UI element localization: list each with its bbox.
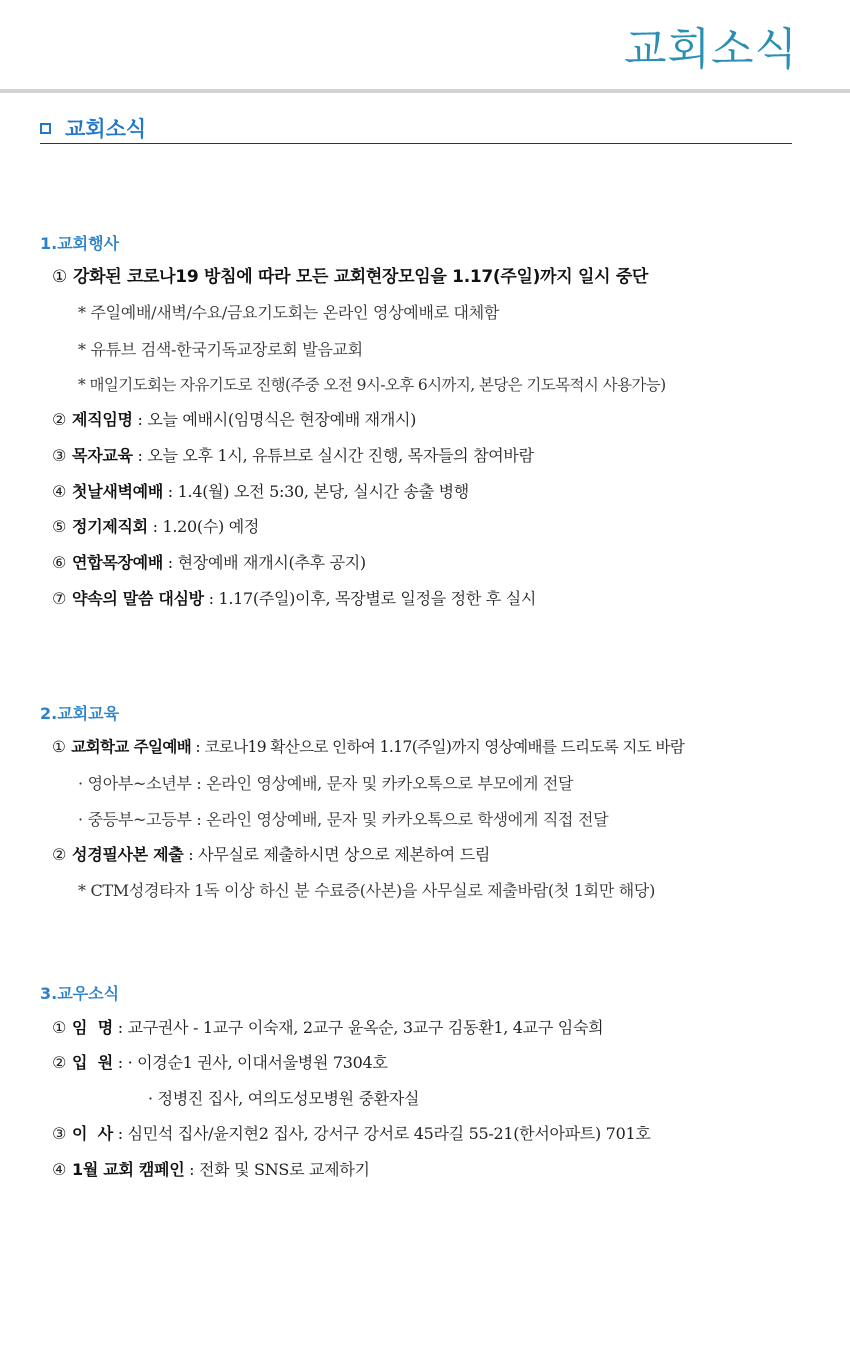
item-label: 약속의 말씀 대심방 — [72, 589, 204, 608]
item-label: 정기제직회 — [72, 517, 148, 536]
item-label: 1월 교회 캠페인 — [72, 1160, 185, 1179]
list-item — [52, 553, 366, 573]
list-item — [52, 482, 469, 502]
list-item — [52, 737, 684, 757]
item-number: ② — [52, 1053, 67, 1072]
item-text: : 코로나19 확산으로 인하여 1.17(주일)까지 영상예배를 드리도록 지도 바람 — [191, 738, 685, 756]
page-title — [40, 113, 146, 143]
item-number: ① — [52, 738, 66, 756]
item-text: * 매일기도회는 자유기도로 진행(주중 오전 9시-오후 6시까지, 본당은 기도목적시 사용가능) — [78, 376, 666, 394]
item-label: 목자교육 — [72, 446, 133, 465]
list-item — [52, 1124, 650, 1144]
item-text: : 심민석 집사/윤지현2 집사, 강서구 강서로 45라길 55-21(한서아파트) 701호 — [112, 1124, 651, 1143]
list-item — [52, 517, 259, 537]
item-text: : 사무실로 제출하시면 상으로 제본하여 드림 — [183, 845, 491, 864]
list-item — [52, 1160, 370, 1180]
item-number: ④ — [52, 482, 67, 501]
item-label: 첫날새벽예배 — [72, 482, 163, 501]
item-text: : · 이경순1 권사, 이대서울병원 7304호 — [112, 1053, 388, 1072]
item-text: * CTM성경타자 1독 이상 하신 분 수료증(사본)을 사무실로 제출바람(첫 1회만 해당) — [78, 881, 656, 900]
list-item — [52, 1018, 603, 1038]
item-label: 연합목장예배 — [72, 553, 163, 572]
item-text: : 1.17(주일)이후, 목장별로 일정을 정한 후 실시 — [203, 589, 537, 608]
item-number: ④ — [52, 1160, 67, 1179]
list-item — [78, 340, 363, 360]
item-text: · 중등부~고등부 : 온라인 영상예배, 문자 및 카카오톡으로 학생에게 직접 전달 — [78, 810, 609, 829]
item-text: * 유튜브 검색-한국기독교장로회 발음교회 — [78, 340, 363, 359]
item-label: 임 명 — [72, 1018, 113, 1037]
list-item — [78, 303, 499, 323]
item-text: : 교구권사 - 1교구 이숙재, 2교구 윤옥순, 3교구 김동환1, 4교구 임숙희 — [112, 1018, 604, 1037]
section-heading-events: 1.교회행사 — [40, 234, 120, 253]
item-number: ⑥ — [52, 553, 67, 572]
item-label: 입 원 — [72, 1053, 113, 1072]
section-heading-members: 3.교우소식 — [40, 984, 120, 1003]
item-label: 이 사 — [72, 1124, 113, 1143]
list-item — [52, 1053, 388, 1073]
item-label: 성경필사본 제출 — [72, 845, 184, 864]
title-divider — [40, 143, 792, 144]
item-number: ③ — [52, 1124, 67, 1143]
item-text: : 현장예배 재개시(추후 공지) — [162, 553, 366, 572]
item-number: ① — [52, 267, 67, 287]
item-number: ① — [52, 1018, 67, 1037]
list-item — [78, 810, 608, 830]
item-number: ② — [52, 410, 67, 429]
list-item — [78, 375, 666, 395]
item-text: · 영아부~소년부 : 온라인 영상예배, 문자 및 카카오톡으로 부모에게 전달 — [78, 774, 574, 793]
item-text: * 주일예배/새벽/수요/금요기도회는 온라인 영상예배로 대체함 — [78, 303, 500, 322]
section-heading-education: 2.교회교육 — [40, 704, 120, 723]
list-item — [148, 1089, 419, 1109]
item-label: 제직임명 — [72, 410, 133, 429]
list-item — [52, 410, 416, 430]
item-label: 교회학교 주일예배 — [71, 738, 192, 756]
item-number: ⑦ — [52, 589, 67, 608]
list-item — [52, 267, 648, 287]
list-item — [78, 774, 573, 794]
list-item — [52, 845, 490, 865]
item-number: ⑤ — [52, 517, 67, 536]
list-item — [78, 881, 655, 901]
item-text: : 전화 및 SNS로 교제하기 — [184, 1160, 370, 1179]
item-text: : 1.4(월) 오전 5:30, 본당, 실시간 송출 병행 — [162, 482, 469, 501]
item-text: : 1.20(수) 예정 — [147, 517, 260, 536]
item-text: : 오늘 오후 1시, 유튜브로 실시간 진행, 목자들의 참여바람 — [132, 446, 534, 465]
item-text: : 오늘 예배시(임명식은 현장예배 재개시) — [132, 410, 417, 429]
page-banner: 교회소식 — [623, 24, 798, 75]
list-item — [52, 589, 536, 609]
item-text: · 정병진 집사, 여의도성모병원 중환자실 — [148, 1089, 420, 1108]
item-text: 강화된 코로나19 방침에 따라 모든 교회현장모임을 1.17(주일)까지 일시 중단 — [72, 267, 649, 287]
page-title-text: 교회소식 — [65, 117, 147, 141]
square-bullet-icon — [40, 123, 51, 134]
list-item — [52, 446, 534, 466]
item-number: ③ — [52, 446, 67, 465]
top-divider — [0, 89, 850, 93]
item-number: ② — [52, 845, 67, 864]
